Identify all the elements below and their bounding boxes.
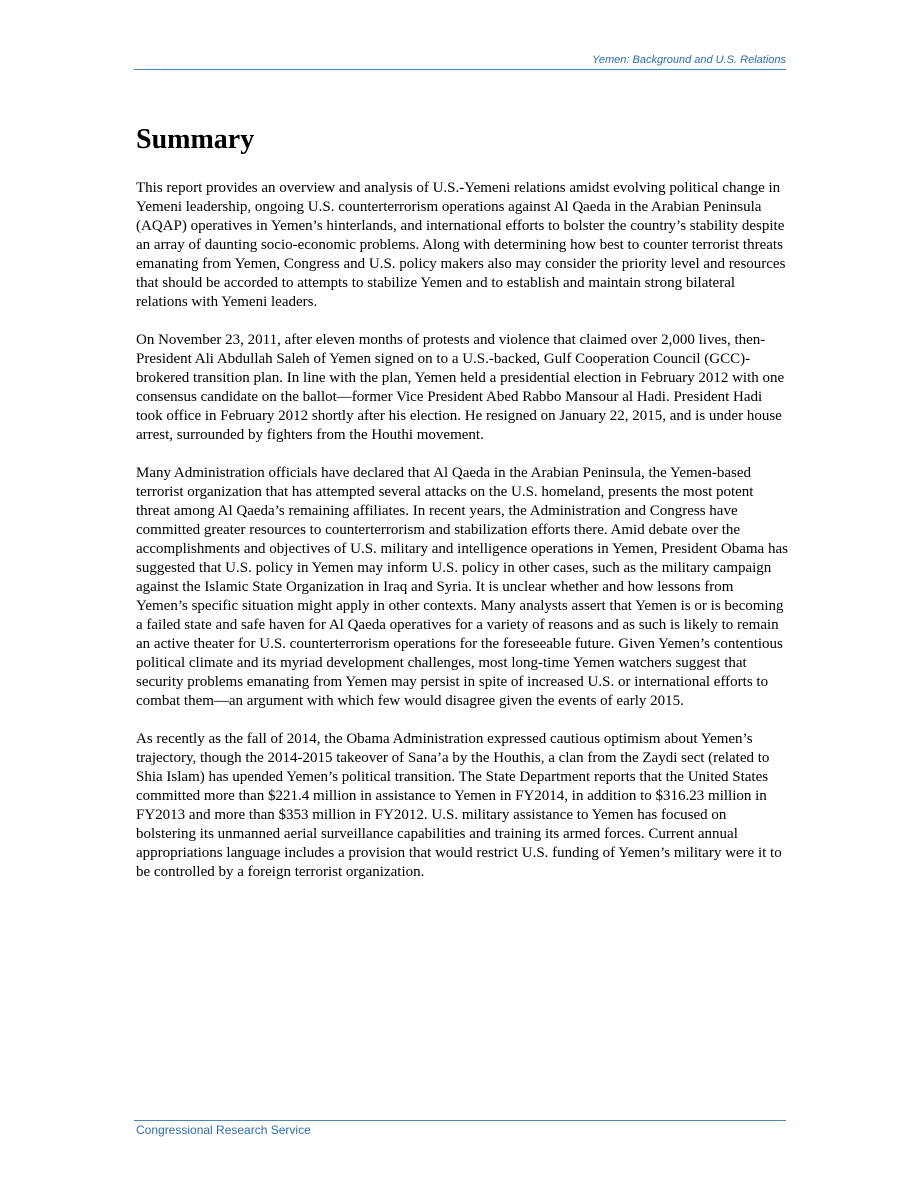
header-divider	[134, 69, 786, 70]
summary-body	[136, 179, 788, 901]
summary-paragraph: This report provides an overview and analysis of U.S.-Yemeni relations amidst evolving political change in Yemeni leadership, ongoing U.S. counterterrorism operations against Al Qaeda in the Arabian Peninsula (AQAP) operatives in Yemen’s hinterlands, and international efforts to bolster the country’s stability despite an array of daunting socio-economic problems. Along with determining how best to counter terrorist threats emanating from Yemen, Congress and U.S. policy makers also may consider the priority level and resources that should be accorded to attempts to stabilize Yemen and to establish and maintain strong bilateral relations with Yemeni leaders.	[136, 180, 786, 310]
summary-paragraph: On November 23, 2011, after eleven months of protests and violence that claimed over 2,000 lives, then-President Ali Abdullah Saleh of Yemen signed on to a U.S.-backed, Gulf Cooperation Council (GCC)-brokered transition plan. In line with the plan, Yemen held a presidential election in February 2012 with one consensus candidate on the ballot—former Vice President Abed Rabbo Mansour al Hadi. President Hadi took office in February 2012 shortly after his election. He resigned on January 22, 2015, and is under house arrest, surrounded by fighters from the Houthi movement.	[136, 332, 785, 443]
summary-paragraph: As recently as the fall of 2014, the Obama Administration expressed cautious optimism about Yemen’s trajectory, though the 2014-2015 takeover of Sana’a by the Houthis, a clan from the Zaydi sect (related to Shia Islam) has upended Yemen’s political transition. The State Department reports that the United States committed more than $221.4 million in assistance to Yemen in FY2014, in addition to $316.23 million in FY2013 and more than $353 million in FY2012. U.S. military assistance to Yemen has focused on bolstering its unmanned aerial surveillance capabilities and training its armed forces. Current annual appropriations language includes a provision that would restrict U.S. funding of Yemen’s military were it to be controlled by a foreign terrorist organization.	[136, 731, 782, 880]
page-title: Summary	[136, 124, 255, 155]
running-footer: Congressional Research Service	[136, 1123, 311, 1137]
running-header: Yemen: Background and U.S. Relations	[592, 54, 786, 66]
footer-divider	[134, 1120, 786, 1121]
summary-paragraph: Many Administration officials have declared that Al Qaeda in the Arabian Peninsula, the Yemen-based terrorist organization that has attempted several attacks on the U.S. homeland, presents the most potent threat among Al Qaeda’s remaining affiliates. In recent years, the Administration and Congress have committed greater resources to counterterrorism and stabilization efforts there. Amid debate over the accomplishments and objectives of U.S. military and intelligence operations in Yemen, President Obama has suggested that U.S. policy in Yemen may inform U.S. policy in other cases, such as the military campaign against the Islamic State Organization in Iraq and Syria. It is unclear whether and how lessons from Yemen’s specific situation might apply in other contexts. Many analysts assert that Yemen is or is becoming a failed state and safe haven for Al Qaeda operatives for a variety of reasons and as such is likely to remain an active theater for U.S. counterterrorism operations for the foreseeable future. Given Yemen’s contentious political climate and its myriad development challenges, most long-time Yemen watchers suggest that security problems emanating from Yemen may persist in spite of increased U.S. or international efforts to combat them—an argument with which few would disagree given the events of early 2015.	[136, 465, 788, 709]
